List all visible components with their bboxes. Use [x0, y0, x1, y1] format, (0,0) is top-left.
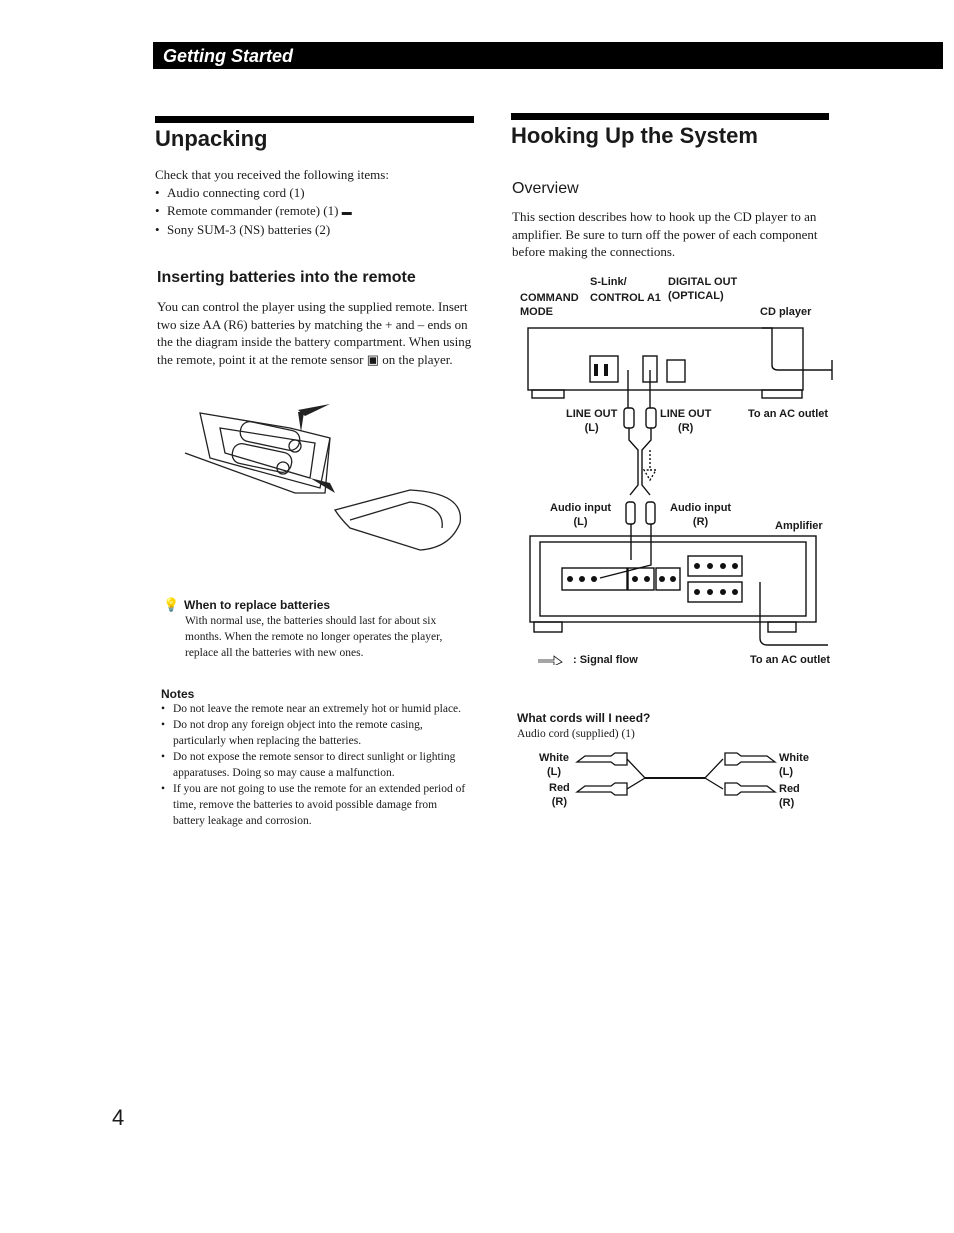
audio-cord-illustration — [575, 750, 777, 802]
lightbulb-icon: 💡 — [163, 597, 180, 612]
label-white-l-right: White (L) — [779, 752, 809, 778]
label-red-r-left: Red (R) — [549, 782, 570, 808]
unpacking-rule — [155, 116, 474, 123]
label-ac-outlet-amp: To an AC outlet — [750, 654, 831, 666]
label-control-a1: CONTROL A1 — [590, 292, 661, 304]
label-audio-input-l: Audio input (L) — [550, 502, 612, 528]
tip-text: With normal use, the batteries should last for about six months. When the remote no longer operates the player, replace all the batteries with new ones. — [185, 615, 443, 659]
batteries-text: You can control the player using the supplied remote. Insert two size AA (R6) batteries by matching the + and – ends on the the diagram inside the battery compartment. When using the remote, point it at the remote sensor ▣ on the player. — [157, 299, 472, 367]
label-line-out-l: LINE OUT (L) — [566, 408, 618, 434]
label-signal-flow: : Signal flow — [573, 654, 638, 666]
label-amplifier: Amplifier — [775, 520, 823, 532]
unpacking-title: Unpacking — [155, 126, 268, 151]
tip-heading: When to replace batteries — [184, 598, 331, 612]
label-white-l-left: White (L) — [539, 752, 569, 778]
overview-text: This section describes how to hook up the CD player to an amplifier. Be sure to turn off the power of each component before making the connections. — [512, 209, 818, 259]
section-header-label: Getting Started — [163, 46, 294, 66]
unpacking-items-list — [155, 184, 475, 239]
list-item: • Do not leave the remote near an extremely hot or humid place. — [161, 701, 466, 717]
unpacking-intro: Check that you received the following items: — [155, 167, 389, 182]
label-audio-input-r: Audio input (R) — [670, 502, 732, 528]
label-line-out-r: LINE OUT (R) — [660, 408, 712, 434]
label-command-mode: COMMAND MODE — [520, 292, 579, 318]
notes-list — [161, 701, 466, 829]
hookup-title: Hooking Up the System — [511, 123, 758, 148]
list-item: • Sony SUM-3 (NS) batteries (2) — [155, 221, 475, 239]
list-item: • Do not expose the remote sensor to direct sunlight or lighting apparatuses. Doing so may cause a malfunction. — [161, 749, 466, 781]
page-number: 4 — [112, 1105, 125, 1130]
cords-text: Audio cord (supplied) (1) — [517, 728, 635, 740]
label-digital-out: DIGITAL OUT (OPTICAL) — [668, 276, 738, 302]
list-item: • Do not drop any foreign object into the remote casing, particularly when replacing the batteries. — [161, 717, 466, 749]
batteries-heading: Inserting batteries into the remote — [157, 269, 416, 286]
remote-battery-illustration — [180, 398, 465, 558]
label-slink: S-Link/ — [590, 276, 627, 288]
cords-heading: What cords will I need? — [517, 711, 651, 725]
list-item: • Remote commander (remote) (1) ▬ — [155, 202, 475, 222]
hookup-rule — [511, 113, 829, 120]
label-cd-player: CD player — [760, 306, 812, 318]
label-ac-outlet-cd: To an AC outlet — [748, 408, 829, 420]
list-item: • Audio connecting cord (1) — [155, 184, 475, 202]
cd-player-body — [528, 328, 803, 390]
remote-icon: ▬ — [341, 206, 352, 218]
notes-heading: Notes — [161, 687, 195, 701]
list-item: • If you are not going to use the remote for an extended period of time, remove the batteries to avoid possible damage from battery leakage and corrosion. — [161, 781, 466, 829]
hookup-diagram — [510, 320, 840, 665]
overview-heading: Overview — [512, 180, 579, 197]
label-red-r-right: Red (R) — [779, 783, 800, 809]
